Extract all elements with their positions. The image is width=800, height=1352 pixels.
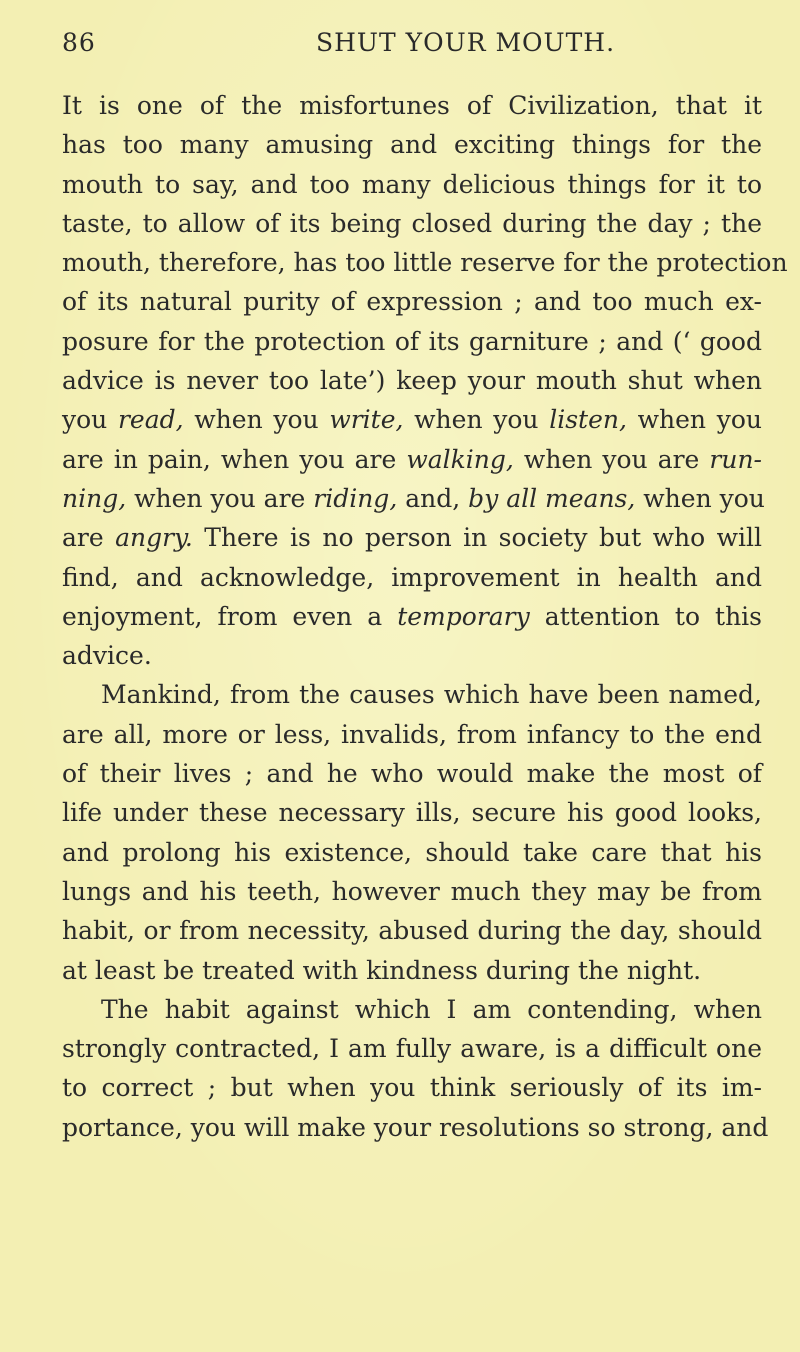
text-run: of its natural purity of expression ; and too much ex- [62,287,762,317]
text-line [62,165,762,204]
text-run: mouth to say, and too many delicious things for it to [62,169,762,199]
italic-text: walking, [406,444,514,474]
page-number: 86 [62,28,96,57]
text-run: when you [183,405,330,435]
text-line [62,951,762,990]
text-run: when you [635,483,765,513]
text-run: are in pain, when you are [62,444,407,474]
text-line [62,558,762,597]
text-line [62,125,762,164]
text-run: strongly contracted, I am fully aware, is a difficult one [62,1034,762,1064]
text-line [62,479,765,518]
italic-text: ning, [62,483,127,513]
running-title: SHUT YOUR MOUTH. [316,28,616,57]
text-line [62,440,762,479]
text-line [62,636,762,675]
text-line [62,204,762,243]
text-run: when you are [126,483,314,513]
text-run: There is no person in society but who will [192,523,762,553]
text-run: The habit against which I am contending, when [101,994,762,1024]
italic-text: temporary [397,601,530,631]
text-line [62,911,762,950]
italic-text: listen, [549,405,627,435]
text-run: enjoyment, from even a [62,601,398,631]
text-run: are all, more or less, invalids, from infancy to the end [62,719,762,749]
text-run: Mankind, from the causes which have been named, [101,680,762,710]
running-head [0,28,800,64]
text-run: when you are [513,444,710,474]
text-run: you [62,405,118,435]
text-run: life under these necessary ills, secure his good looks, [62,798,762,828]
text-run: It is one of the misfortunes of Civilization, that it [62,91,762,120]
italic-text: by all means, [468,483,636,513]
italic-text: angry. [115,523,193,553]
text-line [62,597,762,636]
text-line [62,872,762,911]
text-run: has too many amusing and exciting things for the [62,130,762,160]
text-run: and prolong his existence, should take care that his [62,837,762,867]
text-run: of their lives ; and he who would make the most of [62,759,762,789]
text-line [62,243,788,282]
text-run: posure for the protection of its garniture ; and (‘ good [62,326,762,356]
text-line [62,86,762,125]
text-line [62,518,762,557]
text-run: at least be treated with kindness during the night. [62,955,702,985]
text-line [62,282,762,321]
text-line [62,675,762,714]
text-line [62,715,762,754]
italic-text: write, [329,405,404,435]
text-run: habit, or from necessity, abused during the day, should [62,916,762,946]
text-line [62,793,762,832]
text-run: portance, you will make your resolutions so strong, and [62,1112,769,1142]
text-line [62,400,762,439]
text-line [62,833,762,872]
text-run: find, and acknowledge, improvement in health and [62,562,762,592]
text-run: and, [397,483,469,513]
italic-text: run- [709,444,763,474]
text-run: advice is never too late’) keep your mouth shut when [62,366,762,396]
italic-text: read, [117,405,184,435]
text-run: when you [626,405,762,435]
text-run: when you [403,405,550,435]
text-run: lungs and his teeth, however much they may be from [62,876,762,906]
text-run: taste, to allow of its being closed during the day ; the [62,208,762,238]
text-line [62,1068,762,1107]
text-line [62,990,762,1029]
text-run: advice. [62,641,152,671]
text-line [62,754,762,793]
text-line [62,322,762,361]
italic-text: riding, [313,483,398,513]
text-run: mouth, therefore, has too little reserve for the protection [62,248,788,278]
text-line [62,1108,769,1147]
text-line [62,1029,762,1068]
text-line [62,361,762,400]
text-run: are [62,523,116,553]
text-run: attention to this [529,601,763,631]
text-run: to correct ; but when you think seriously of its im- [62,1073,762,1103]
body-text [62,86,788,1147]
